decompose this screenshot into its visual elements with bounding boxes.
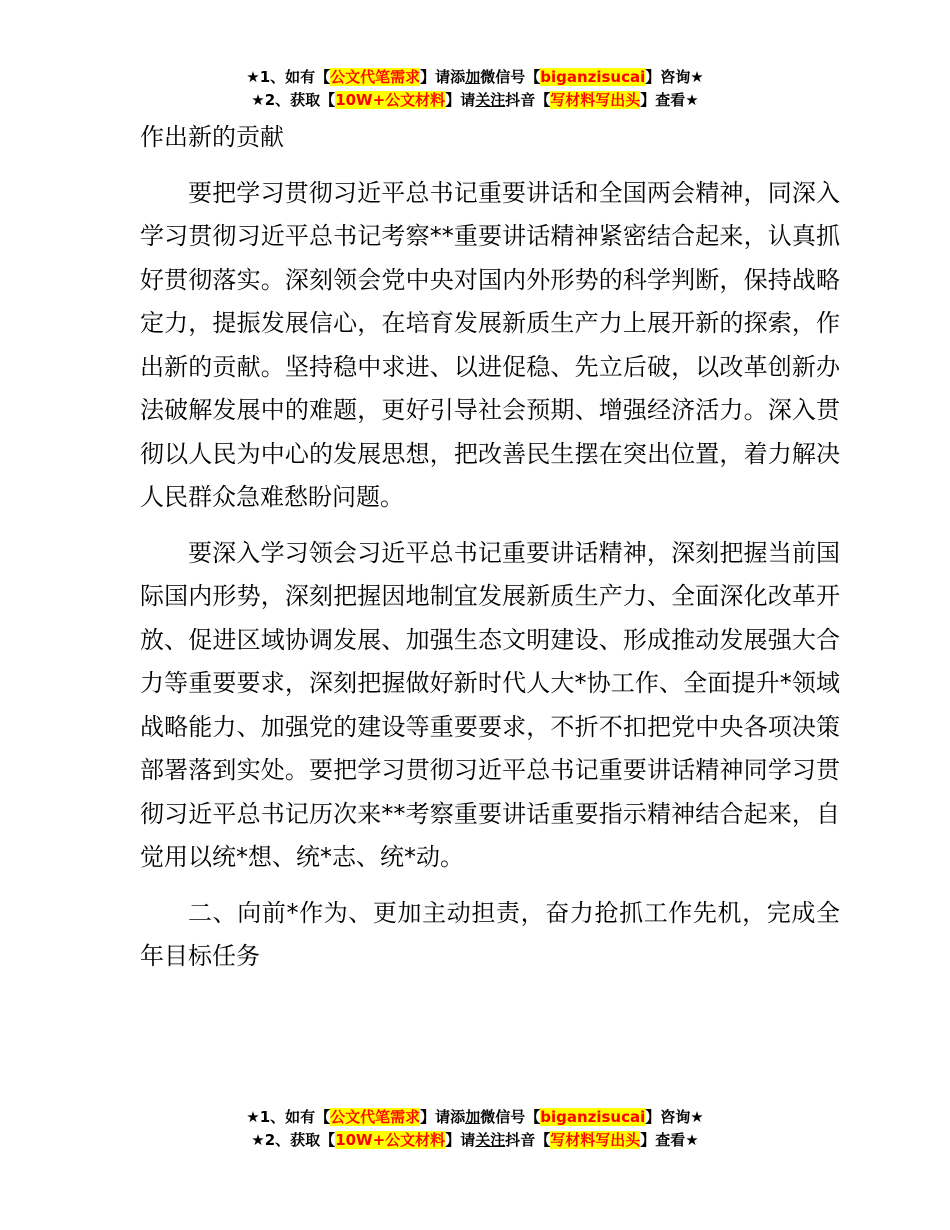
- banner-text: 】咨询★: [645, 1108, 704, 1126]
- banner-text: 】咨询★: [645, 68, 704, 86]
- banner-underlined-text: 加: [465, 1108, 481, 1126]
- banner-underlined-text: 关注: [475, 91, 506, 109]
- banner-line-2: [0, 89, 950, 112]
- banner-text: ★2、获取【: [251, 91, 336, 109]
- paragraph-continuation: 作出新的贡献: [140, 123, 284, 151]
- highlight-wechat-id: biganzisucai: [540, 1108, 646, 1126]
- banner-text: 微信号【: [480, 1108, 541, 1126]
- banner-text: 抖音【: [505, 1131, 551, 1149]
- banner-text: 】请添: [420, 1108, 466, 1126]
- section-heading: 二、向前*作为、更加主动担责，奋力抢抓工作先机，完成全年目标任务: [140, 898, 840, 970]
- highlight-douyin-account: 写材料写出头: [550, 91, 641, 109]
- header-banner: [0, 66, 950, 112]
- document-body: [140, 116, 840, 979]
- highlight-materials: 10W+公文材料: [335, 1131, 446, 1149]
- highlight-wechat-id: biganzisucai: [540, 68, 646, 86]
- highlight-ghostwriting: 公文代笔需求: [330, 1108, 421, 1126]
- banner-text: 抖音【: [505, 91, 551, 109]
- banner-line-1: [0, 1106, 950, 1129]
- banner-underlined-text: 关注: [475, 1131, 506, 1149]
- banner-text: 】查看★: [640, 1131, 699, 1149]
- banner-text: ★1、如有【: [246, 1108, 331, 1126]
- highlight-materials: 10W+公文材料: [335, 91, 446, 109]
- banner-text: ★1、如有【: [246, 68, 331, 86]
- banner-text: ★2、获取【: [251, 1131, 336, 1149]
- highlight-douyin-account: 写材料写出头: [550, 1131, 641, 1149]
- banner-text: 】请: [445, 91, 476, 109]
- paragraph: 要深入学习领会习近平总书记重要讲话精神，深刻把握当前国际国内形势，深刻把握因地制宜发展新质生产力、全面深化改革开放、促进区域协调发展、加强生态文明建设、形成推动发展强大合力等重要要求，深刻把握做好新时代人大*协工作、全面提升*领域战略能力、加强党的建设等重要要求，不折不扣把党中央各项决策部署落到实处。要把学习贯彻习近平总书记重要讲话精神同学习贯彻习近平总书记历次来**考察重要讲话重要指示精神结合起来，自觉用以统*想、统*志、统*动。: [140, 538, 840, 871]
- paragraph: 要把学习贯彻习近平总书记重要讲话和全国两会精神，同深入学习贯彻习近平总书记考察**重要讲话精神紧密结合起来，认真抓好贯彻落实。深刻领会党中央对国内外形势的科学判断，保持战略定力，提振发展信心，在培育发展新质生产力上展开新的探索，作出新的贡献。坚持稳中求进、以进促稳、先立后破，以改革创新办法破解发展中的难题，更好引导社会预期、增强经济活力。深入贯彻以人民为中心的发展思想，把改善民生摆在突出位置，着力解决人民群众急难愁盼问题。: [140, 178, 840, 511]
- highlight-ghostwriting: 公文代笔需求: [330, 68, 421, 86]
- footer-banner: [0, 1106, 950, 1152]
- banner-line-1: [0, 66, 950, 89]
- banner-text: 】查看★: [640, 91, 699, 109]
- banner-line-2: [0, 1129, 950, 1152]
- banner-underlined-text: 加: [465, 68, 481, 86]
- banner-text: 】请: [445, 1131, 476, 1149]
- banner-text: 微信号【: [480, 68, 541, 86]
- banner-text: 】请添: [420, 68, 466, 86]
